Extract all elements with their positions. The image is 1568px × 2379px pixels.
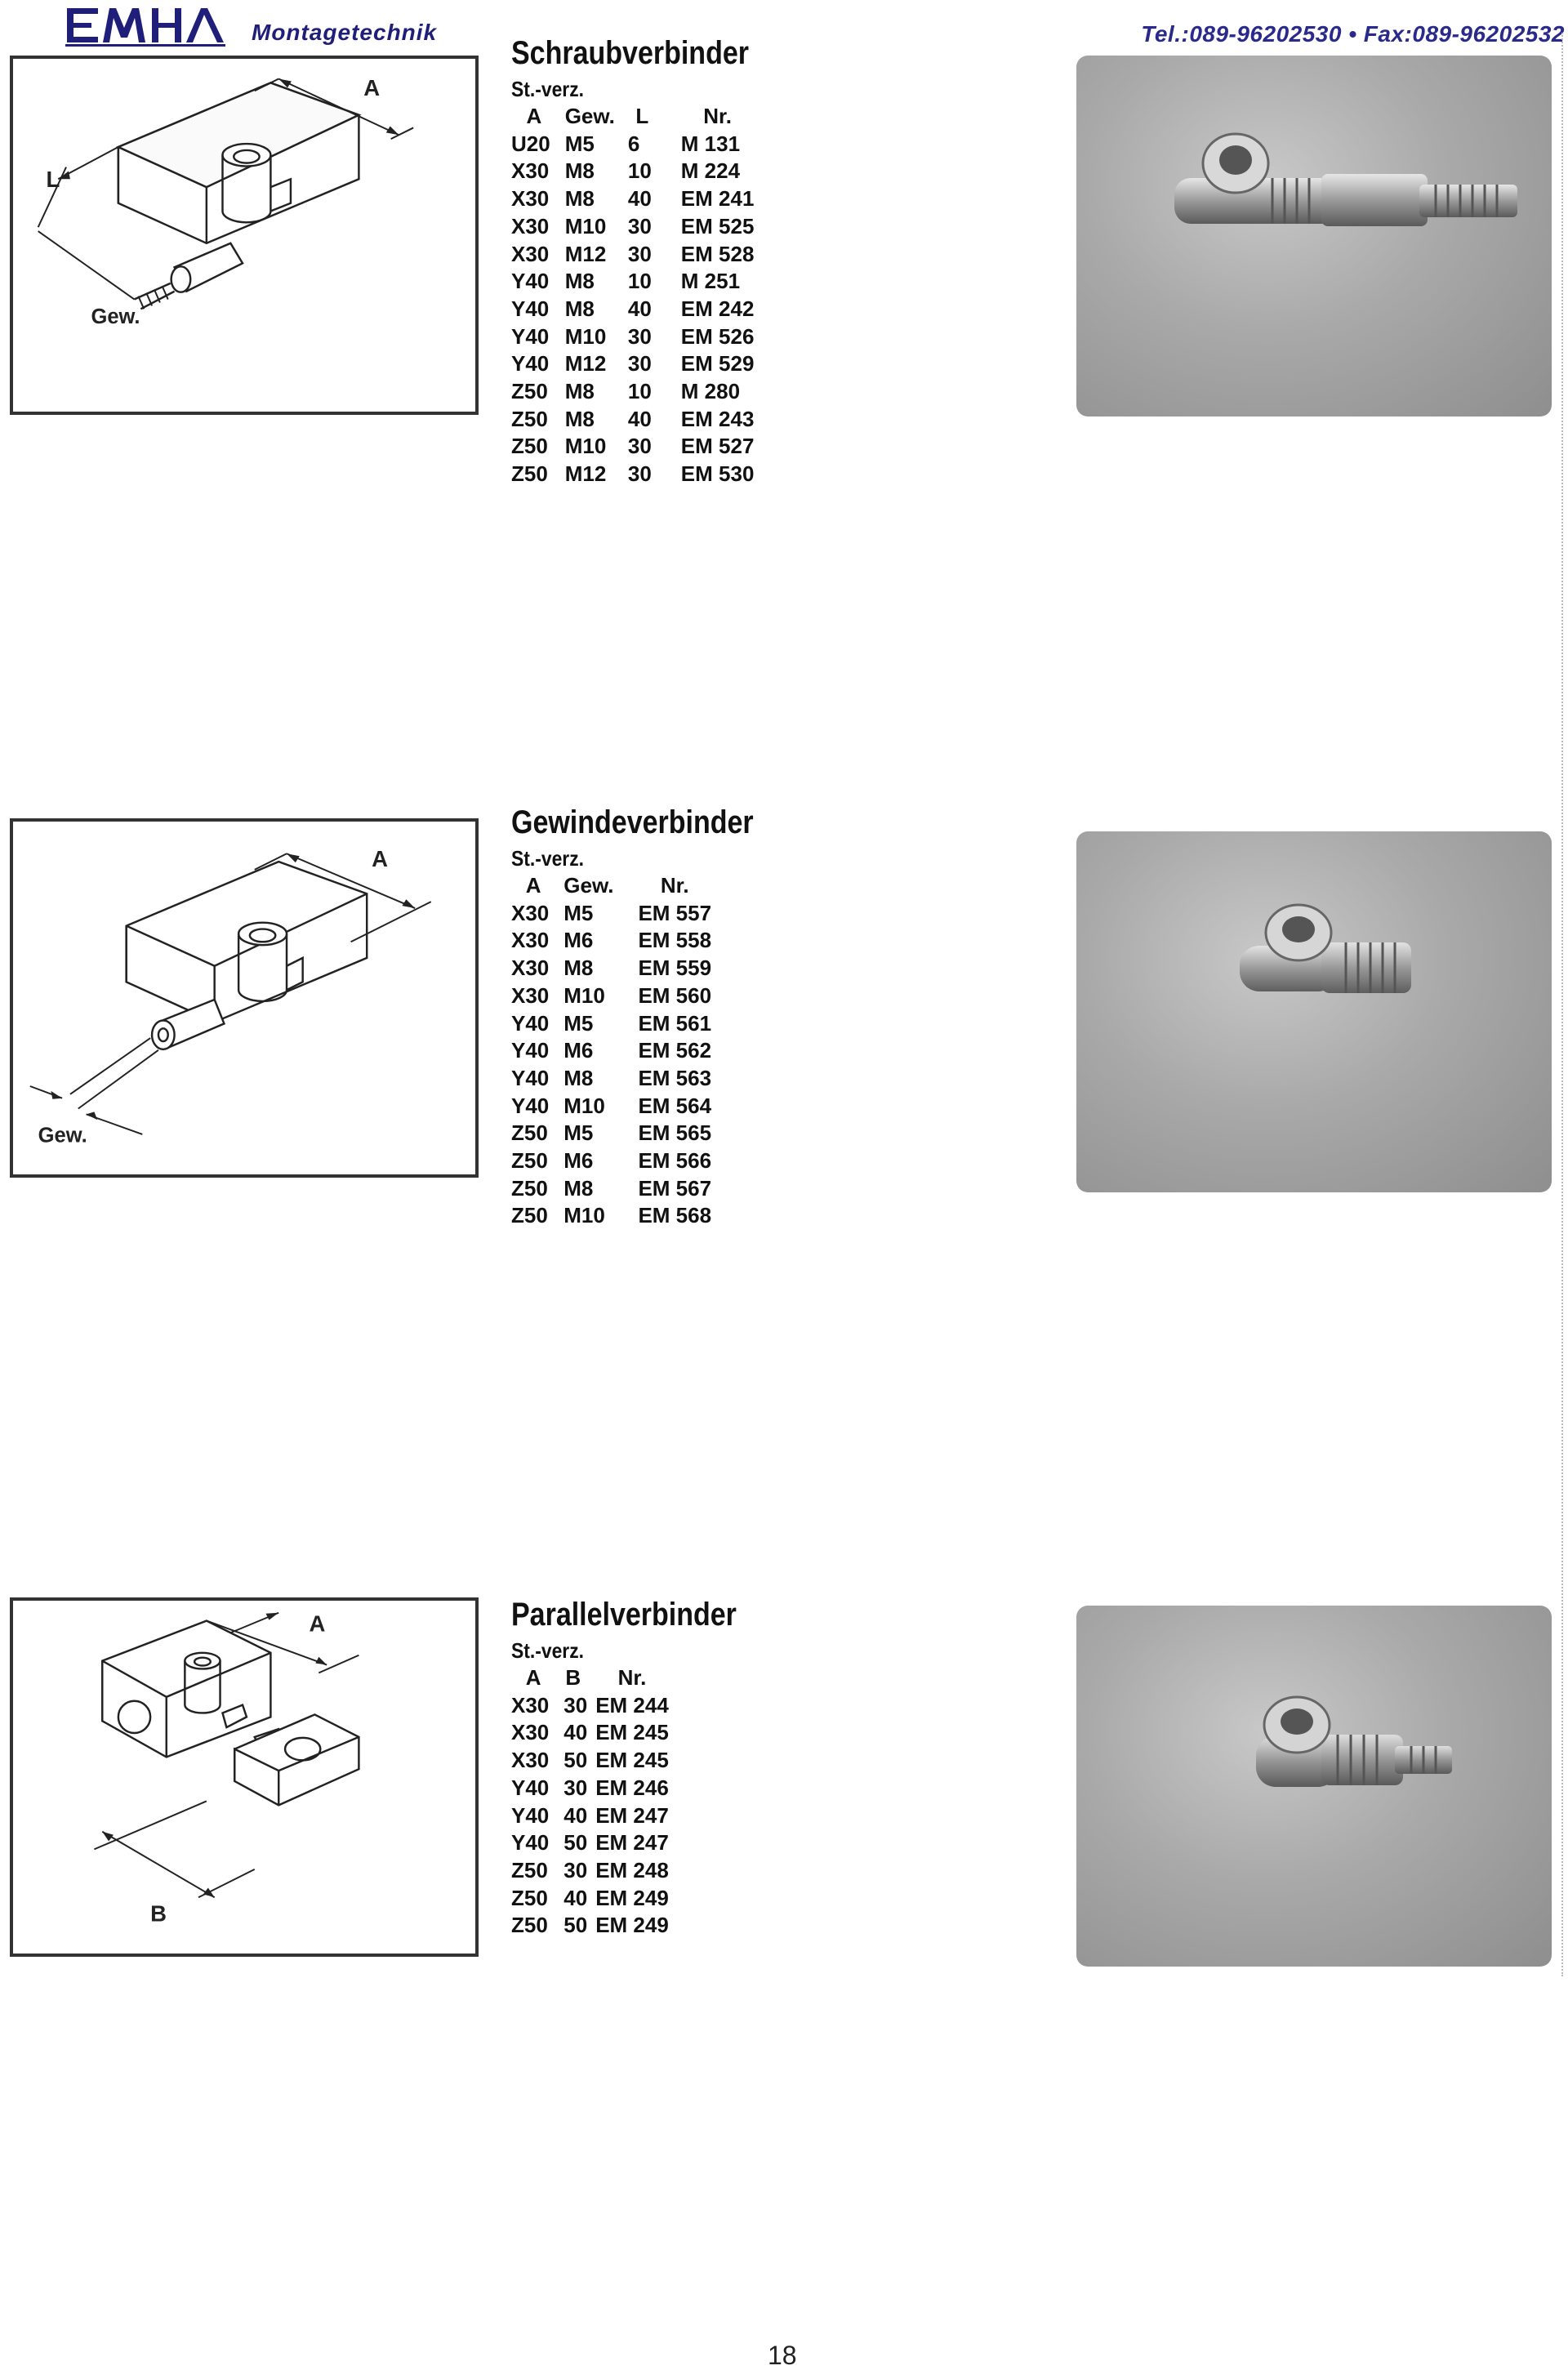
table-row	[511, 1747, 682, 1775]
schraubverbinder-info	[511, 34, 791, 488]
table-cell: 40	[627, 186, 652, 212]
table-cell: Z50	[511, 1148, 548, 1174]
table-row	[511, 268, 767, 296]
parallelverbinder-diagram	[10, 1597, 479, 1957]
table-cell: Z50	[511, 461, 548, 487]
table-row	[511, 1857, 682, 1885]
table-row	[511, 1829, 682, 1857]
table-cell: Y40	[511, 351, 550, 376]
emha-logo	[64, 3, 227, 47]
table-header-row	[511, 103, 767, 131]
table-cell: X30	[511, 1748, 550, 1773]
table-row	[511, 1147, 724, 1175]
table-cell: EM 558	[638, 928, 712, 953]
table-cell: Z50	[511, 1885, 548, 1910]
table-cell: EM 248	[595, 1857, 669, 1882]
table-cell: Z50	[511, 1203, 548, 1228]
table-cell: 40	[627, 406, 652, 431]
table-cell: 40	[564, 1720, 588, 1745]
brand-subtitle: Montagetechnik	[252, 20, 438, 45]
page-edge-line	[1561, 33, 1563, 1976]
table-cell: EM 568	[638, 1203, 712, 1228]
table-cell: EM 525	[680, 213, 755, 238]
table-cell: EM 241	[680, 186, 755, 212]
table-row	[511, 185, 767, 213]
table-cell: M10	[564, 434, 607, 459]
gewindeverbinder-diagram	[10, 818, 479, 1178]
table-cell: Z50	[511, 379, 548, 404]
table-row	[511, 1802, 682, 1830]
table-cell: EM 243	[680, 406, 755, 431]
table-cell: 40	[627, 296, 652, 321]
table-row	[511, 955, 724, 982]
table-cell: X30	[511, 1720, 550, 1745]
table-row	[511, 1010, 724, 1038]
column-header: A	[525, 873, 541, 898]
table-cell: EM 561	[638, 1010, 712, 1036]
column-header: L	[635, 104, 649, 128]
table-cell: EM 244	[595, 1692, 669, 1717]
table-cell: EM 526	[680, 323, 755, 349]
table-cell: X30	[511, 158, 550, 184]
table-cell: EM 563	[638, 1065, 712, 1090]
table-row	[511, 131, 767, 158]
table-cell: M10	[564, 982, 605, 1008]
table-cell: 30	[564, 1775, 588, 1800]
table-cell: M8	[564, 186, 595, 212]
table-cell: EM 249	[595, 1913, 669, 1938]
table-cell: M 251	[680, 269, 741, 294]
label-b: B	[150, 1900, 167, 1927]
schraubverbinder-diagram	[10, 56, 479, 415]
table-cell: Z50	[511, 1175, 548, 1201]
table-cell: M10	[564, 213, 607, 238]
table-cell: EM 565	[638, 1120, 712, 1146]
table-cell: EM 567	[638, 1175, 712, 1201]
table-row	[511, 1120, 724, 1147]
table-cell: EM 247	[595, 1830, 669, 1856]
table-cell: M6	[564, 1148, 594, 1174]
section-finish: St.-verz.	[511, 1638, 585, 1663]
table-cell: Y40	[511, 1802, 550, 1828]
gewindeverbinder-info	[511, 804, 796, 1230]
table-cell: X30	[511, 241, 550, 266]
label-l: L	[46, 167, 60, 193]
label-gew: Gew.	[91, 305, 140, 328]
table-row	[511, 1202, 724, 1230]
table-cell: 10	[627, 158, 652, 184]
label-a: A	[363, 75, 381, 101]
column-header: Nr.	[660, 873, 689, 898]
table-cell: M8	[564, 1065, 594, 1090]
table-cell: EM 557	[638, 900, 712, 925]
table-row	[511, 1692, 682, 1720]
table-cell: M6	[564, 928, 594, 953]
table-cell: Z50	[511, 1857, 548, 1882]
table-row	[511, 378, 767, 406]
table-cell: 10	[627, 269, 652, 294]
table-cell: EM 246	[595, 1775, 669, 1800]
table-cell: M12	[564, 461, 607, 487]
table-cell: Y40	[511, 296, 550, 321]
table-cell: Z50	[511, 1913, 548, 1938]
column-header: Gew.	[564, 104, 615, 128]
spec-table	[511, 103, 767, 488]
table-cell: M10	[564, 1093, 605, 1118]
table-cell: Y40	[511, 1065, 550, 1090]
table-cell: M8	[564, 296, 595, 321]
table-cell: 50	[564, 1748, 588, 1773]
table-cell: M10	[564, 323, 607, 349]
table-cell: M5	[564, 131, 595, 156]
table-cell: EM 530	[680, 461, 755, 487]
table-cell: M6	[564, 1038, 594, 1063]
table-row	[511, 241, 767, 269]
table-cell: 30	[627, 323, 652, 349]
table-cell: Z50	[511, 406, 548, 431]
table-cell: EM 528	[680, 241, 755, 266]
table-cell: EM 564	[638, 1093, 712, 1118]
table-row	[511, 1885, 682, 1913]
photo-schraubverbinder	[1076, 56, 1552, 417]
table-row	[511, 927, 724, 955]
table-cell: M8	[564, 158, 595, 184]
table-body	[511, 900, 724, 1230]
page-number: 18	[768, 2341, 797, 2370]
column-header: Nr.	[703, 104, 732, 128]
table-cell: M5	[564, 1010, 594, 1036]
table-cell: X30	[511, 982, 550, 1008]
table-cell: Y40	[511, 323, 550, 349]
label-a: A	[309, 1611, 326, 1637]
schraubverbinder-photo	[1076, 56, 1552, 417]
table-row	[511, 350, 767, 378]
table-cell: 30	[627, 213, 652, 238]
table-cell: Y40	[511, 1093, 550, 1118]
table-cell: Y40	[511, 1038, 550, 1063]
table-cell: 40	[564, 1885, 588, 1910]
table-row	[511, 1775, 682, 1802]
table-cell: 10	[627, 379, 652, 404]
table-cell: 30	[627, 434, 652, 459]
table-cell: EM 249	[595, 1885, 669, 1910]
table-cell: Y40	[511, 1830, 550, 1856]
table-cell: 30	[627, 241, 652, 266]
table-cell: 50	[564, 1913, 588, 1938]
table-row	[511, 982, 724, 1010]
contact-info: Tel.:089-96202530 • Fax:089-96202532	[1141, 21, 1565, 47]
table-cell: M8	[564, 956, 594, 981]
table-cell: X30	[511, 956, 550, 981]
table-row	[511, 323, 767, 351]
table-row	[511, 1093, 724, 1120]
table-cell: X30	[511, 1692, 550, 1717]
table-row	[511, 1912, 682, 1940]
table-cell: EM 566	[638, 1148, 712, 1174]
column-header: A	[526, 104, 542, 128]
table-row	[511, 1037, 724, 1065]
section-title: Gewindeverbinder	[511, 804, 754, 840]
table-cell: EM 529	[680, 351, 755, 376]
table-cell: EM 247	[595, 1802, 669, 1828]
section-title: Parallelverbinder	[511, 1597, 737, 1633]
table-cell: Z50	[511, 1120, 548, 1146]
table-cell: Y40	[511, 1010, 550, 1036]
table-header-row	[511, 1664, 682, 1692]
table-cell: 50	[564, 1830, 588, 1856]
section-finish: St.-verz.	[511, 77, 585, 101]
table-row	[511, 1175, 724, 1203]
table-cell: 30	[627, 351, 652, 376]
table-body	[511, 1692, 682, 1940]
table-cell: EM 245	[595, 1748, 669, 1773]
column-header: B	[565, 1665, 581, 1690]
table-cell: M8	[564, 269, 595, 294]
table-cell: 40	[564, 1802, 588, 1828]
table-cell: M5	[564, 900, 594, 925]
table-cell: 30	[627, 461, 652, 487]
column-header: Nr.	[617, 1665, 647, 1690]
spec-table	[511, 872, 724, 1230]
table-cell: EM 527	[680, 434, 755, 459]
table-cell: M5	[564, 1120, 594, 1146]
table-cell: M8	[564, 379, 595, 404]
table-cell: 30	[564, 1857, 588, 1882]
table-cell: X30	[511, 186, 550, 212]
table-cell: X30	[511, 900, 550, 925]
spec-table	[511, 1664, 682, 1940]
table-cell: EM 559	[638, 956, 712, 981]
gewindeverbinder-drawing	[13, 822, 475, 1174]
photo-gewindeverbinder	[1076, 831, 1552, 1192]
table-cell: M8	[564, 406, 595, 431]
table-row	[511, 1719, 682, 1747]
table-row	[511, 461, 767, 488]
label-a: A	[372, 845, 388, 871]
table-cell: X30	[511, 928, 550, 953]
table-cell: M10	[564, 1203, 605, 1228]
table-cell: EM 245	[595, 1720, 669, 1745]
table-header-row	[511, 872, 724, 900]
table-cell: EM 242	[680, 296, 755, 321]
parallelverbinder-info	[511, 1596, 777, 1940]
table-cell: M12	[564, 241, 607, 266]
table-cell: M 280	[680, 379, 741, 404]
parallelverbinder-drawing	[13, 1601, 475, 1954]
table-cell: Y40	[511, 1775, 550, 1800]
table-row	[511, 433, 767, 461]
table-cell: M8	[564, 1175, 594, 1201]
table-cell: EM 562	[638, 1038, 712, 1063]
table-row	[511, 406, 767, 434]
table-body	[511, 131, 767, 488]
table-cell: M 131	[680, 131, 741, 156]
table-cell: EM 560	[638, 982, 712, 1008]
label-gew: Gew.	[38, 1124, 87, 1147]
table-cell: M 224	[680, 158, 741, 184]
table-row	[511, 1065, 724, 1093]
gewindeverbinder-photo	[1076, 831, 1552, 1192]
parallelverbinder-photo	[1076, 1606, 1552, 1967]
table-cell: Z50	[511, 434, 548, 459]
photo-parallelverbinder	[1076, 1606, 1552, 1967]
table-row	[511, 213, 767, 241]
section-title: Schraubverbinder	[511, 35, 749, 71]
table-row	[511, 900, 724, 928]
table-row	[511, 296, 767, 323]
schraubverbinder-drawing	[13, 59, 475, 412]
table-cell: U20	[511, 131, 550, 156]
column-header: A	[525, 1665, 541, 1690]
table-cell: M12	[564, 351, 607, 376]
column-header: Gew.	[564, 873, 614, 898]
table-cell: 30	[564, 1692, 588, 1717]
section-finish: St.-verz.	[511, 846, 585, 871]
table-cell: 6	[627, 131, 640, 156]
table-row	[511, 158, 767, 185]
table-cell: Y40	[511, 269, 550, 294]
table-cell: X30	[511, 213, 550, 238]
